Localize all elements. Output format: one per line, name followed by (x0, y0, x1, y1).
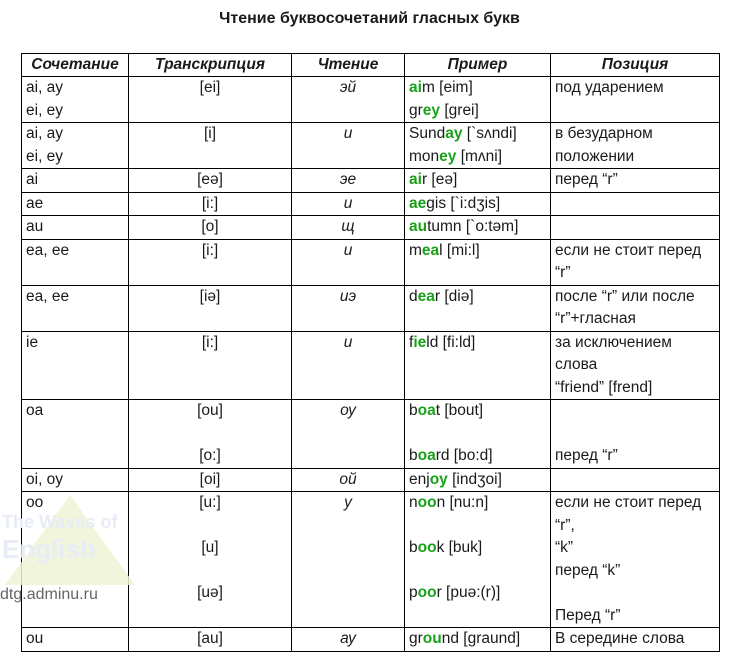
spacer (409, 423, 546, 446)
highlighted-letters: ey (439, 147, 457, 165)
example-cell (405, 468, 551, 492)
highlighted-letters: ai (409, 171, 422, 188)
combination-cell (22, 239, 129, 285)
example-text: [indʒoi] (447, 470, 502, 488)
position-text: перед “r” (555, 171, 618, 188)
transcription-cell (129, 468, 292, 492)
transcription-text: [o:] (199, 447, 221, 464)
position-text: перед “r” (555, 447, 618, 464)
example-cell (405, 239, 551, 285)
example-cell (405, 492, 551, 628)
spacer (555, 582, 715, 605)
position-text: в безударном (555, 125, 653, 142)
reading-text: у (344, 494, 352, 511)
example-cell (405, 123, 551, 169)
transcription-text: [i] (203, 125, 217, 142)
example-text: Sund (409, 125, 446, 142)
example-word (409, 582, 546, 605)
example-text: enj (409, 470, 430, 488)
position-text: “k” (555, 539, 574, 556)
combination-cell (22, 77, 129, 123)
example-text: mon (409, 147, 440, 165)
table-row (22, 628, 720, 652)
table-row (22, 77, 720, 123)
example-text: p (409, 584, 418, 601)
highlighted-letters: ie (413, 333, 427, 351)
reading-text: и (343, 333, 353, 351)
transcription-text: [oi] (199, 470, 221, 488)
reading-cell (292, 123, 405, 169)
highlighted-letters: oo (417, 494, 437, 511)
example-text: [`sʌndi] (462, 125, 517, 142)
position-cell (551, 239, 720, 285)
reading-text: ой (339, 470, 357, 488)
highlighted-letters: oa (417, 402, 436, 419)
example-text: k [buk] (436, 539, 483, 556)
example-cell (405, 192, 551, 216)
example-word (409, 400, 546, 423)
table-row (22, 239, 720, 285)
position-cell (551, 169, 720, 193)
example-cell (405, 169, 551, 193)
reading-text: и (343, 194, 353, 212)
example-word (409, 537, 546, 560)
position-cell (551, 192, 720, 216)
combination-cell (22, 192, 129, 216)
combination-text: ei, ey (26, 147, 64, 165)
combination-cell (22, 628, 129, 652)
example-word (409, 146, 546, 169)
spacer (555, 400, 715, 423)
transcription-cell (129, 628, 292, 652)
example-word (409, 445, 546, 468)
transcription-text: [ei] (199, 79, 221, 96)
combination-text: ea, ee (26, 241, 70, 259)
reading-text: и (343, 125, 353, 142)
header-transcription: Транскрипция (129, 54, 292, 77)
transcription-text: [eə] (197, 171, 223, 188)
example-word (409, 469, 546, 492)
example-text: b (409, 539, 418, 556)
combination-text: ou (26, 630, 44, 647)
spacer (133, 560, 287, 583)
example-text: rd [bo:d] (435, 447, 493, 464)
example-cell (405, 285, 551, 331)
example-text: r [puə:(r)] (436, 584, 501, 601)
reading-cell (292, 400, 405, 469)
reading-cell (292, 492, 405, 628)
position-cell (551, 628, 720, 652)
position-text: “friend” [frend] (555, 378, 653, 396)
reading-text: иэ (339, 287, 357, 305)
highlighted-letters: oo (417, 584, 437, 601)
combination-text: oo (26, 494, 44, 511)
example-text: nd [graund] (441, 630, 521, 647)
position-cell (551, 123, 720, 169)
position-text: если не стоит перед “r”, (555, 494, 702, 534)
example-cell (405, 331, 551, 400)
highlighted-letters: ai (409, 79, 422, 96)
position-text: “r”+гласная (555, 310, 636, 327)
reading-cell (292, 216, 405, 240)
header-example: Пример (405, 54, 551, 77)
transcription-text: [o] (201, 218, 219, 235)
waves-of-english-logo (0, 490, 150, 585)
example-word (409, 216, 546, 239)
example-text: m (409, 241, 422, 259)
position-cell (551, 468, 720, 492)
combination-text: ea, ee (26, 287, 70, 305)
combination-text: ai, ay (26, 125, 64, 142)
position-cell (551, 400, 720, 469)
transcription-cell (129, 400, 292, 469)
combination-cell (22, 285, 129, 331)
position-cell (551, 492, 720, 628)
table-row (22, 400, 720, 469)
reading-text: ау (340, 630, 356, 647)
transcription-text: [ou] (197, 402, 223, 419)
combination-text: ei, ey (26, 101, 64, 119)
example-text: [mʌni] (456, 147, 503, 165)
combination-text: au (26, 218, 44, 235)
combination-cell (22, 400, 129, 469)
combination-text: ai, ay (26, 79, 64, 96)
example-text: tumn [`o:təm] (427, 218, 519, 235)
example-text: gr (409, 630, 423, 647)
example-word (409, 100, 546, 123)
position-text: если не стоит перед “r” (555, 241, 702, 281)
table-row (22, 192, 720, 216)
transcription-cell (129, 239, 292, 285)
combination-text: ie (26, 333, 39, 351)
example-word (409, 77, 546, 100)
logo-text-1: The Waves of (2, 512, 118, 532)
watermark-url: dtg.adminu.ru (0, 586, 98, 603)
combination-cell (22, 216, 129, 240)
highlighted-letters: oo (417, 539, 437, 556)
transcription-cell (129, 192, 292, 216)
spacer (409, 560, 546, 583)
transcription-text: [i:] (201, 241, 219, 259)
highlighted-letters: ou (422, 630, 442, 647)
example-word (409, 240, 546, 263)
position-text: после “r” или после (555, 287, 695, 305)
example-text: [grei] (440, 101, 479, 119)
example-text: r [eə] (421, 171, 458, 188)
example-text: r [diə] (434, 287, 474, 305)
spacer (133, 423, 287, 446)
transcription-cell (129, 492, 292, 628)
header-position: Позиция (551, 54, 720, 77)
transcription-text: [au] (197, 630, 223, 647)
combination-text: oi, oy (26, 470, 64, 488)
reading-text: эй (339, 79, 357, 96)
example-word (409, 628, 546, 651)
transcription-text: [i:] (201, 194, 219, 212)
table-row (22, 331, 720, 400)
reading-text: эе (339, 171, 357, 188)
transcription-cell (129, 216, 292, 240)
table-row (22, 169, 720, 193)
position-text: за исключением слова (555, 333, 672, 373)
example-text: b (409, 447, 418, 464)
transcription-text: [u:] (199, 494, 221, 511)
example-text: gr (409, 101, 423, 119)
combination-cell (22, 468, 129, 492)
example-word (409, 123, 546, 146)
position-cell (551, 77, 720, 123)
combination-cell (22, 331, 129, 400)
example-cell (405, 628, 551, 652)
highlighted-letters: ea (417, 287, 435, 305)
combination-cell (22, 169, 129, 193)
spacer (555, 423, 715, 446)
example-text: d (409, 287, 418, 305)
transcription-cell (129, 285, 292, 331)
example-cell (405, 77, 551, 123)
position-text: под ударением (555, 79, 664, 96)
highlighted-letters: ea (421, 241, 440, 259)
table-row (22, 285, 720, 331)
transcription-text: [i:] (201, 333, 219, 351)
header-row (22, 54, 720, 77)
combination-text: ai (26, 171, 39, 188)
position-cell (551, 331, 720, 400)
example-text: m [eim] (421, 79, 473, 96)
header-reading: Чтение (292, 54, 405, 77)
position-cell (551, 216, 720, 240)
highlighted-letters: oa (417, 447, 436, 464)
example-word (409, 169, 546, 192)
reading-cell (292, 169, 405, 193)
transcription-cell (129, 77, 292, 123)
reading-cell (292, 468, 405, 492)
table-row (22, 468, 720, 492)
reading-cell (292, 628, 405, 652)
combination-cell (22, 123, 129, 169)
example-cell (405, 400, 551, 469)
example-text: f (409, 333, 414, 351)
reading-cell (292, 77, 405, 123)
example-word (409, 492, 546, 515)
transcription-text: [uə] (197, 584, 223, 601)
reading-text: оу (340, 402, 356, 419)
example-word (409, 286, 546, 309)
combination-text: oa (26, 402, 44, 419)
example-word (409, 193, 546, 216)
combination-text: ae (26, 194, 44, 212)
header-combination: Сочетание (22, 54, 129, 77)
highlighted-letters: oy (429, 470, 448, 488)
position-text: перед “k” (555, 561, 621, 579)
highlighted-letters: ey (422, 101, 441, 119)
example-text: ld [fi:ld] (426, 333, 476, 351)
transcription-text: [iə] (199, 287, 221, 305)
transcription-text: [u] (201, 539, 219, 556)
example-text: t [bout] (435, 402, 484, 419)
example-cell (405, 216, 551, 240)
page-title: Чтение буквосочетаний гласных букв (219, 10, 520, 27)
position-text: положении (555, 147, 635, 165)
reading-text: и (343, 241, 353, 259)
table-row (22, 216, 720, 240)
example-word (409, 332, 546, 355)
spacer (409, 515, 546, 538)
example-text: gis [`i:dʒis] (426, 194, 501, 212)
table-row (22, 123, 720, 169)
example-text: b (409, 402, 418, 419)
reading-text: щ (341, 218, 355, 235)
position-cell (551, 285, 720, 331)
highlighted-letters: ae (409, 194, 427, 212)
position-text: Перед “r” (555, 606, 621, 624)
spacer (133, 515, 287, 538)
transcription-cell (129, 123, 292, 169)
highlighted-letters: au (409, 218, 428, 235)
logo-text-2: English (2, 534, 96, 564)
example-text: n [nu:n] (436, 494, 489, 511)
reading-cell (292, 331, 405, 400)
reading-cell (292, 192, 405, 216)
position-text: В середине слова (555, 630, 685, 647)
example-text: l [mi:l] (439, 241, 480, 259)
transcription-cell (129, 331, 292, 400)
highlighted-letters: ay (445, 125, 463, 142)
reading-cell (292, 239, 405, 285)
transcription-cell (129, 169, 292, 193)
reading-cell (292, 285, 405, 331)
example-text: n (409, 494, 418, 511)
